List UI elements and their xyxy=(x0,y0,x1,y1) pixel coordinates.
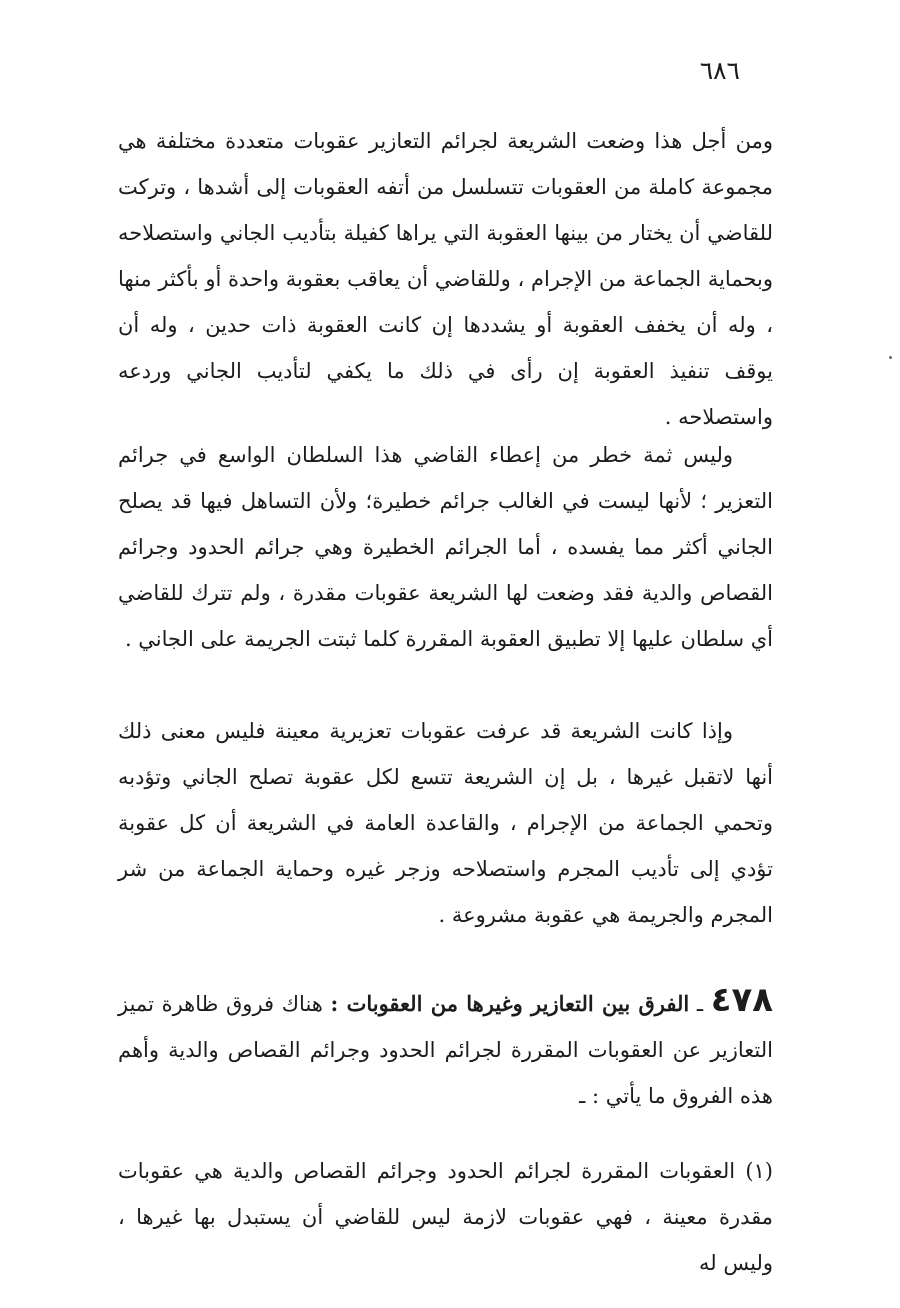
page-number: ٦٨٦ xyxy=(699,56,740,85)
section-title: الفرق بين التعازير وغيرها من العقوبات : xyxy=(330,991,690,1016)
paragraph-3-text: وإذا كانت الشريعة قد عرفت عقوبات تعزيرية معينة فليس معنى ذلك أنها لاتقبل غيرها ، بل إن الشريعة تتسع لكل عقوبة تصلح الجاني وتؤدبه وتحمي الجماعة من الإجرام ، والقاعدة العامة في الشريعة أن كل عقوبة تؤدي إلى تأديب المجرم واستصلاحه وزجر غيره وحماية الجماعة من شر المجرم والجريمة هي عقوبة مشروعة . xyxy=(118,719,773,927)
paragraph-1 xyxy=(118,118,773,440)
paragraph-2-text: وليس ثمة خطر من إعطاء القاضي هذا السلطان الواسع في جرائم التعزير ؛ لأنها ليست في الغالب جرائم خطيرة؛ ولأن التساهل فيها قد يصلح الجاني أكثر مما يفسده ، أما الجرائم الخطيرة وهي جرائم الحدود وجرائم القصاص والدية فقد وضعت لها الشريعة عقوبات مقدرة ، ولم تترك للقاضي أي سلطان عليها إلا تطبيق العقوبة المقررة كلما ثبتت الجريمة على الجاني . xyxy=(118,443,773,651)
section-478-paragraph xyxy=(118,977,773,1119)
list-item-1 xyxy=(118,1148,773,1286)
paragraph-1-text: ومن أجل هذا وضعت الشريعة لجرائم التعازير عقوبات متعددة مختلفة هي مجموعة كاملة من العقوبات تتسلسل من أتفه العقوبات إلى أشدها ، وتركت للقاضي أن يختار من بينها العقوبة التي يراها كفيلة بتأديب الجاني واستصلاحه وبحماية الجماعة من الإجرام ، وللقاضي أن يعاقب بعقوبة واحدة أو بأكثر منها ، وله أن يخفف العقوبة أو يشددها إن كانت العقوبة ذات حدين ، وله أن يوقف تنفيذ العقوبة إن رأى في ذلك ما يكفي لتأديب الجاني وردعه واستصلاحه . xyxy=(118,129,773,429)
section-body: هناك فروق ظاهرة تميز التعازير عن العقوبات المقررة لجرائم الحدود وجرائم القصاص والدية وأهم هذه الفروق ما يأتي : ـ xyxy=(118,992,773,1108)
section-number: ٤٧٨ xyxy=(710,980,773,1020)
section-dash: ـ xyxy=(689,992,711,1016)
list-item-label: (١) xyxy=(745,1159,773,1183)
list-item-body: العقوبات المقررة لجرائم الحدود وجرائم القصاص والدية هي عقوبات مقدرة معينة ، فهي عقوبات لازمة ليس للقاضي أن يستبدل بها غيرها ، وليس له xyxy=(118,1159,773,1275)
section-478 xyxy=(118,977,773,1119)
margin-speck xyxy=(889,356,892,359)
paragraph-3 xyxy=(118,708,773,938)
paragraph-2 xyxy=(118,432,773,662)
list-item-1-text xyxy=(118,1148,773,1286)
